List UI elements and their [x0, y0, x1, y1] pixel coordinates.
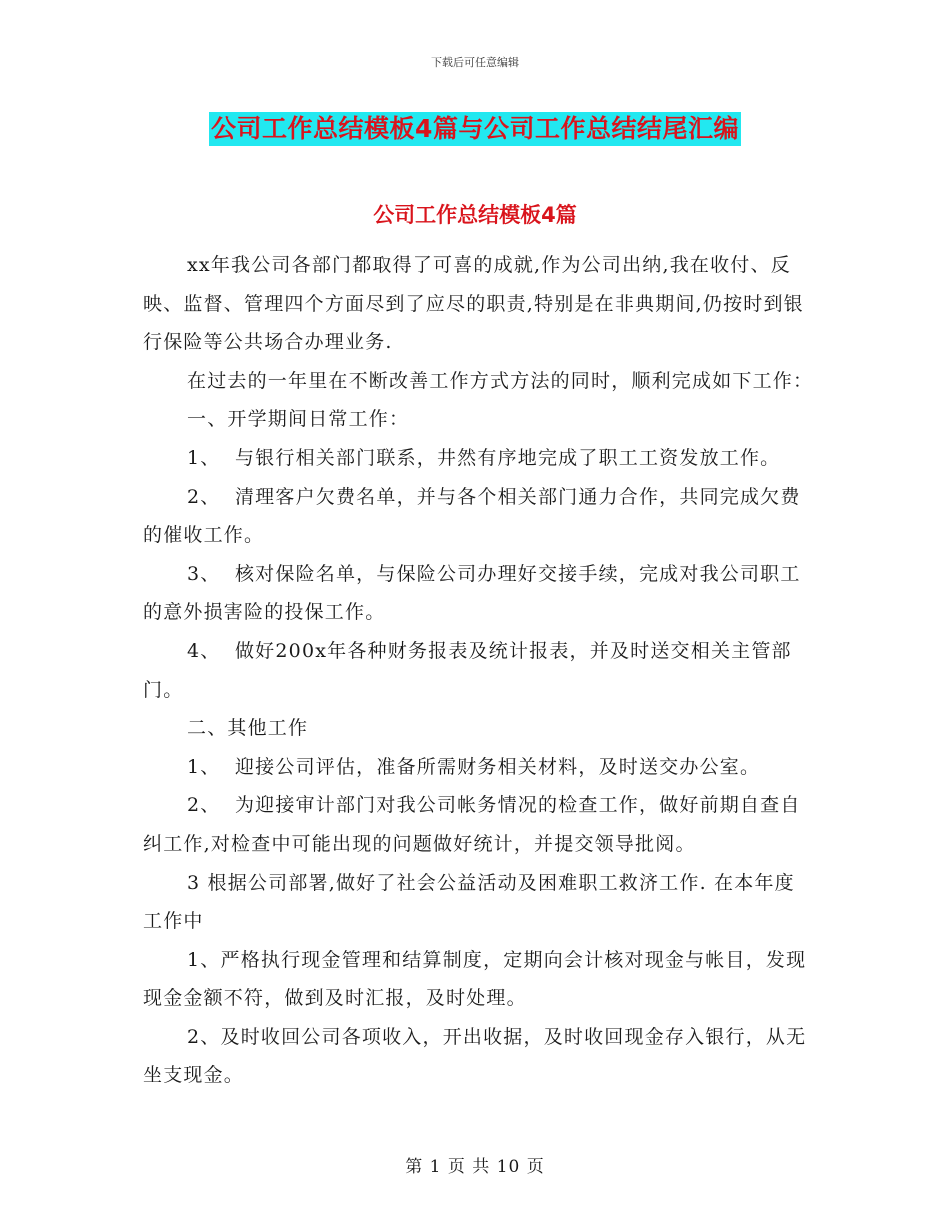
list-item: 3、 核对保险名单，与保险公司办理好交接手续，完成对我公司职工的意外损害险的投保工作。 — [143, 562, 801, 624]
page-number: 第 1 页 共 10 页 — [405, 1157, 545, 1177]
page-header-note: 下载后可任意编辑 — [431, 56, 519, 69]
section-heading-other-work: 二、其他工作 — [187, 717, 309, 740]
list-item: 1、严格执行现金管理和结算制度，定期向会计核对现金与帐目，发现现金金额不符，做到及时汇报，及时处理。 — [143, 948, 807, 1010]
list-item: 4、 做好200x年各种财务报表及统计报表，并及时送交相关主管部门。 — [143, 639, 792, 701]
main-title-container — [0, 112, 950, 146]
list-item: 2、 为迎接审计部门对我公司帐务情况的检查工作，做好前期自查自纠工作,对检查中可能出现的问题做好统计，并提交领导批阅。 — [143, 794, 801, 855]
section-heading-daily-work: 一、开学期间日常工作： — [187, 408, 410, 431]
section-subtitle: 公司工作总结模板4篇 — [373, 203, 577, 227]
paragraph-intro: xx年我公司各部门都取得了可喜的成就,作为公司出纳,我在收付、反映、监督、管理四个方面尽到了应尽的职责,特别是在非典期间,仍按时到银行保险等公共场合办理业务. — [143, 254, 804, 354]
main-title: 公司工作总结模板4篇与公司工作总结结尾汇编 — [209, 112, 741, 146]
list-item: 3 根据公司部署,做好了社会公益活动及困难职工救济工作. 在本年度工作中 — [143, 871, 795, 933]
paragraph-summary: 在过去的一年里在不断改善工作方式方法的同时，顺利完成如下工作： — [187, 369, 814, 392]
list-item: 2、及时收回公司各项收入，开出收据，及时收回现金存入银行，从无坐支现金。 — [143, 1025, 807, 1087]
list-item: 2、 清理客户欠费名单，并与各个相关部门通力合作，共同完成欠费的催收工作。 — [143, 485, 801, 547]
list-item: 1、 迎接公司评估，准备所需财务相关材料，及时送交办公室。 — [187, 755, 761, 778]
list-item: 1、 与银行相关部门联系，井然有序地完成了职工工资发放工作。 — [187, 446, 781, 469]
document-body — [143, 246, 815, 1095]
